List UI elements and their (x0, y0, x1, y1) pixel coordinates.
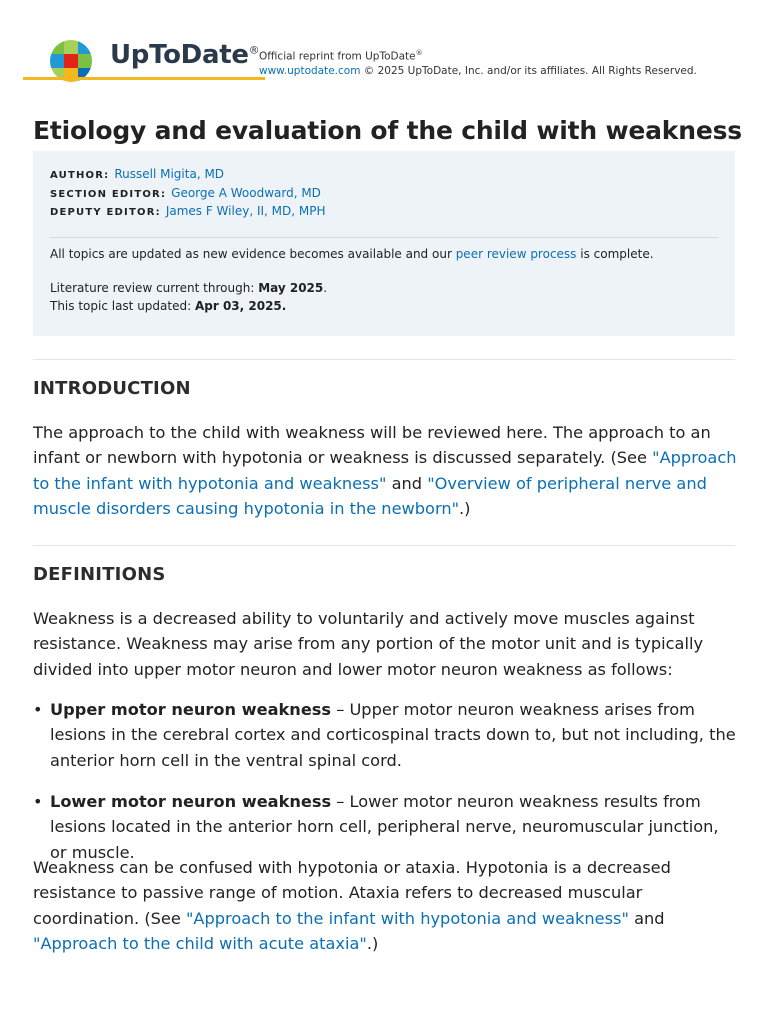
list-item: • Lower motor neuron weakness – Lower motor neuron weakness results from lesions located in the anterior horn cell, peripheral nerve, neuromuscular junction, or muscle. (50, 789, 740, 865)
meta-divider (50, 237, 718, 238)
introduction-paragraph: The approach to the child with weakness will be reviewed here. The approach to an infant or newborn with hypotonia or weakness is discussed separately. (See "Approach to the infant with hypotonia and weakness" and "Overview of peripheral nerve and muscle disorders causing hypotonia in the newborn".) (33, 423, 737, 518)
section-editor-row: SECTION EDITOR: George A Woodward, MD (50, 185, 321, 200)
reprint-notice: Official reprint from UpToDate® www.uptodate.com © 2025 UpToDate, Inc. and/or its affiliates. All Rights Reserved. (259, 49, 697, 77)
site-link[interactable]: www.uptodate.com (259, 64, 361, 77)
section-editor-link[interactable]: George A Woodward, MD (171, 185, 321, 200)
peripheral-nerve-link[interactable]: "Overview of peripheral nerve and muscle disorders causing hypotonia in the newborn" (33, 473, 707, 518)
last-updated-date: Apr 03, 2025. (194, 298, 287, 313)
page-header (0, 0, 768, 90)
deputy-editor-link[interactable]: James F Wiley, II, MD, MPH (165, 204, 326, 218)
bullet-icon: • (33, 700, 43, 719)
update-note: All topics are updated as new evidence becomes available and our peer review process is complete. (50, 246, 654, 261)
copyright-text: © 2025 UpToDate, Inc. and/or its affiliates. All Rights Reserved. (363, 64, 697, 77)
acute-ataxia-link[interactable]: "Approach to the child with acute ataxia" (33, 933, 367, 953)
section-divider (33, 545, 735, 546)
topic-info-box (33, 151, 735, 336)
lit-review-date: May 2025 (258, 280, 324, 295)
definitions-heading: DEFINITIONS (33, 564, 166, 585)
infant-hypotonia-link[interactable]: "Approach to the infant with hypotonia and weakness" (33, 448, 737, 493)
uptodate-logo-icon[interactable] (50, 40, 92, 82)
peer-review-link[interactable]: peer review process (455, 246, 577, 261)
review-dates: Literature review current through: May 2025. This topic last updated: Apr 03, 2025. (50, 280, 328, 313)
page-title: Etiology and evaluation of the child with weakness (33, 116, 742, 145)
deputy-editor-row: DEPUTY EDITOR: James F Wiley, II, MD, MPH (50, 204, 326, 218)
introduction-heading: INTRODUCTION (33, 378, 191, 399)
infant-hypotonia-link-2[interactable]: "Approach to the infant with hypotonia and weakness" (185, 908, 629, 928)
definitions-outro: Weakness can be confused with hypotonia or ataxia. Hypotonia is a decreased resistance to passive range of motion. Ataxia refers to decreased muscular coordination. (See "Approach to the infant with hypotonia and weakness" and "Approach to the child with acute ataxia".) (33, 858, 671, 953)
bullet-term: Lower motor neuron weakness (50, 792, 332, 811)
author-row: AUTHOR: Russell Migita, MD (50, 167, 225, 181)
registered-mark: ® (248, 43, 260, 57)
brand-underline (23, 77, 265, 80)
section-divider (33, 359, 735, 360)
bullet-term: Upper motor neuron weakness (50, 700, 332, 719)
author-link[interactable]: Russell Migita, MD (114, 167, 225, 181)
bullet-icon: • (33, 792, 43, 811)
brand-name[interactable]: UpToDate® (110, 40, 260, 70)
list-item: • Upper motor neuron weakness – Upper motor neuron weakness arises from lesions in the cerebral cortex and corticospinal tracts down to, but not including, the anterior horn cell in the ventral spinal cord. (50, 697, 740, 773)
definitions-intro: Weakness is a decreased ability to voluntarily and actively move muscles against resistance. Weakness may arise from any portion of the motor unit and is typically divided into upper motor neuron and lower motor neuron weakness as follows: (33, 609, 704, 679)
